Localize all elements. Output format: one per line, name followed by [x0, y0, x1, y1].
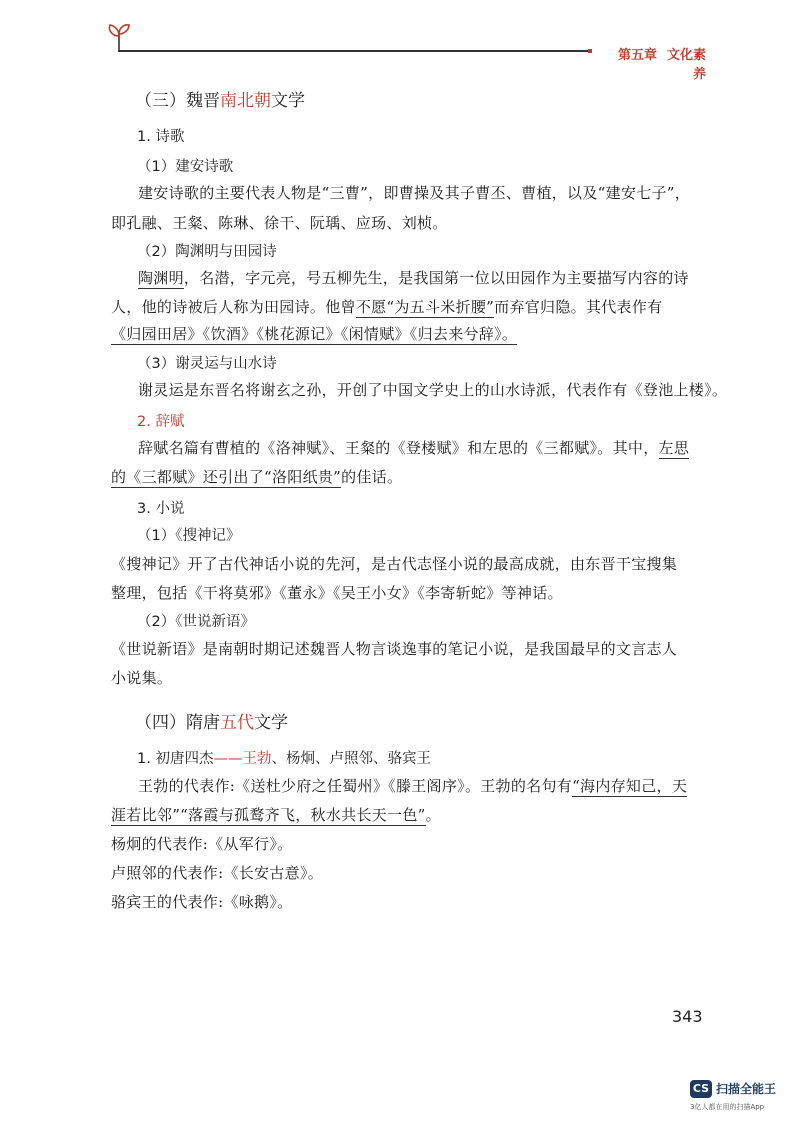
- paragraph-line: 建安诗歌的主要代表人物是“三曹”，即曹操及其子曹丕、曹植，以及“建安七子”，: [138, 184, 691, 202]
- watermark-tagline: 3亿人都在用的扫描App: [690, 1103, 765, 1111]
- subheading-jianan: （1）建安诗歌: [137, 159, 234, 175]
- page-number: 343: [672, 1007, 703, 1026]
- subheading-novel: 3. 小说: [137, 501, 185, 517]
- subheading-four-outstanding: 1. 初唐四杰——王勃、杨炯、卢照邻、骆宾王: [137, 751, 431, 767]
- camscanner-logo-icon: CS: [690, 1080, 712, 1098]
- section-heading-4: （四）隋唐五代文学: [135, 713, 288, 733]
- paragraph-line: 即孔融、王粲、陈琳、徐干、阮瑀、应玚、刘桢。: [111, 214, 448, 232]
- paragraph-line: 涯若比邻”“落霞与孤鹜齐飞，秋水共长天一色”。: [111, 806, 441, 824]
- section-heading-3: （三）魏晋南北朝文学: [135, 91, 305, 111]
- paragraph-line: 辞赋名篇有曹植的《洛神赋》、王粲的《登楼赋》和左思的《三都赋》。其中，左思: [138, 439, 690, 457]
- subheading-soushen: （1）《搜神记》: [137, 528, 241, 544]
- chapter-title: [592, 44, 706, 82]
- paragraph-line: 杨炯的代表作:《从军行》。: [111, 835, 293, 853]
- subheading-tao: （2）陶渊明与田园诗: [137, 244, 277, 260]
- paragraph-line: 整理，包括《干将莫邪》《董永》《吴王小女》《李寄斩蛇》等神话。: [111, 584, 563, 602]
- paragraph-line: 卢照邻的代表作:《长安古意》。: [111, 864, 324, 882]
- paragraph-line: 谢灵运是东晋名将谢玄之孙，开创了中国文学史上的山水诗派，代表作有《登池上楼》。: [138, 381, 728, 399]
- subheading-cifu: 2. 辞赋: [137, 414, 185, 430]
- paragraph-line: 骆宾王的代表作:《咏鹅》。: [111, 893, 293, 911]
- header-divider: [118, 50, 588, 52]
- paragraph-line: 小说集。: [111, 669, 173, 687]
- page-header: [0, 0, 800, 82]
- paragraph-line: 《世说新语》是南朝时期记述魏晋人物言谈逸事的笔记小说，是我国最早的文言志人: [111, 640, 678, 658]
- chapter-number: 第五章: [617, 48, 657, 63]
- paragraph-line: 的《三都赋》还引出了“洛阳纸贵”的佳话。: [111, 468, 403, 486]
- paragraph-line: 陶渊明，名潜，字元亮，号五柳先生，是我国第一位以田园作为主要描写内容的诗: [138, 269, 689, 287]
- subheading-xie: （3）谢灵运与山水诗: [137, 356, 277, 372]
- paragraph-line: 王勃的代表作:《送杜少府之任蜀州》《滕王阁序》。王勃的名句有“海内存知己，天: [138, 777, 688, 795]
- chapter-name: 文化素养: [666, 48, 706, 82]
- paragraph-line: 人，他的诗被后人称为田园诗。他曾不愿“为五斗米折腰”而弃官归隐。其代表作有: [111, 298, 663, 316]
- subheading-shishuo: （2）《世说新语》: [137, 614, 255, 630]
- paragraph-line: 《搜神记》开了古代神话小说的先河，是古代志怪小说的最高成就，由东晋干宝搜集: [111, 555, 678, 573]
- paragraph-line: 《归园田居》《饮酒》《桃花源记》《闲情赋》《归去来兮辞》。: [111, 325, 518, 343]
- subheading-poetry: 1. 诗歌: [137, 129, 185, 145]
- watermark-name: 扫描全能王: [716, 1082, 777, 1096]
- sprout-icon: [104, 20, 134, 52]
